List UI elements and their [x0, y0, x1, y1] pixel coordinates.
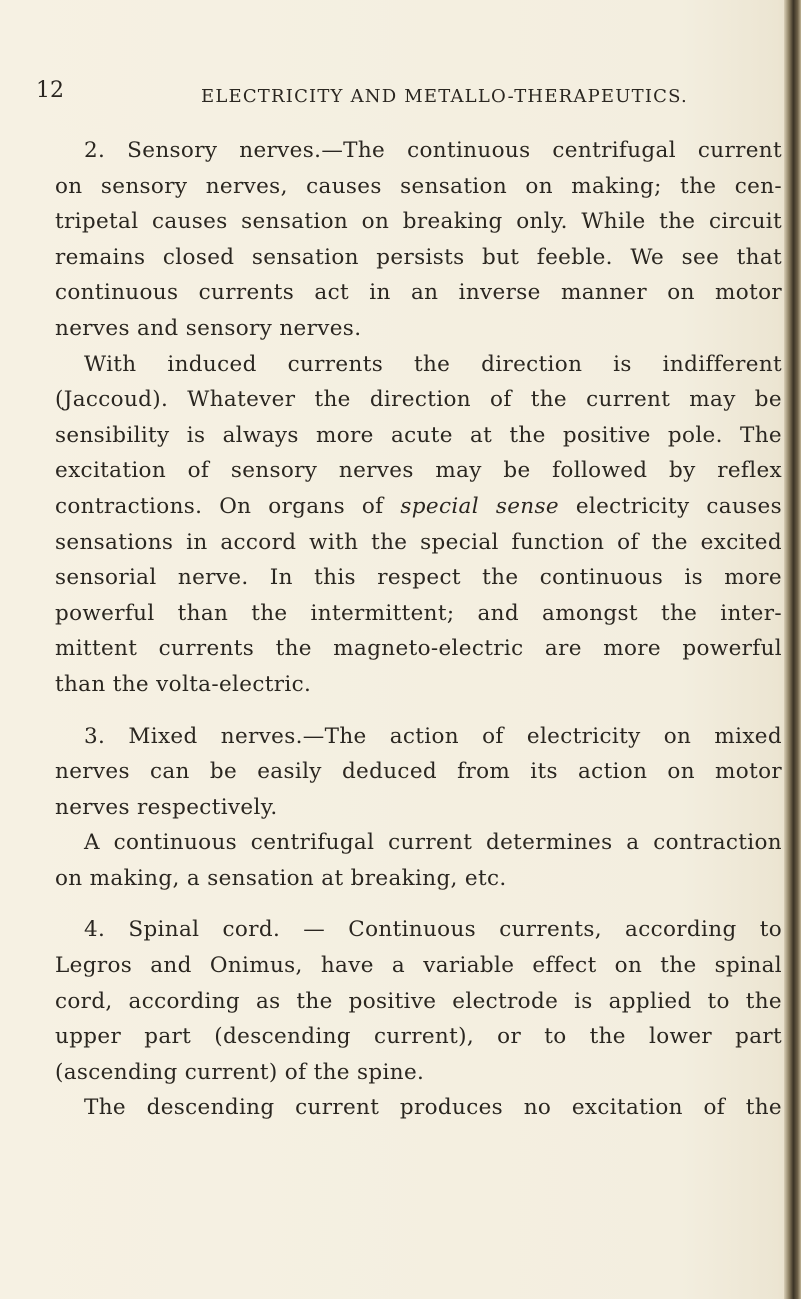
- text-line: Legros and Onimus, have a variable effect on the spinal: [55, 953, 782, 979]
- page-header: [36, 78, 756, 114]
- text-line: nerves can be easily deduced from its action on motor: [55, 759, 782, 785]
- text-line: sensations in accord with the special function of the excited: [55, 529, 782, 555]
- paragraph-gap: [55, 896, 782, 912]
- text-line: 3. Mixed nerves.—The action of electricity on mixed: [84, 723, 782, 749]
- text-run: contractions. On organs of: [55, 493, 384, 519]
- text-line: tripetal causes sensation on breaking only. While the circuit: [55, 209, 782, 235]
- text-line: The descending current produces no excitation of the: [84, 1095, 782, 1121]
- text-line: sensibility is always more acute at the positive pole. The: [55, 422, 782, 448]
- running-head: ELECTRICITY AND METALLO-THERAPEUTICS.: [201, 86, 688, 107]
- page-number: 12: [36, 78, 64, 103]
- text-line: 2. Sensory nerves.—The continuous centrifugal current: [84, 138, 782, 163]
- text-line: upper part (descending current), or to the lower part: [55, 1024, 782, 1050]
- text-line: excitation of sensory nerves may be followed by reflex: [55, 458, 782, 484]
- text-line: (Jaccoud). Whatever the direction of the current may be: [55, 387, 782, 413]
- text-line-mixed: [55, 489, 782, 525]
- text-line: With induced currents the direction is indifferent: [84, 351, 782, 377]
- text-line: than the volta-electric.: [55, 671, 312, 697]
- text-line: 4. Spinal cord. — Continuous currents, according to: [84, 917, 782, 943]
- text-line: nerves respectively.: [55, 794, 278, 820]
- text-line: mittent currents the magneto-electric are more powerful: [55, 636, 782, 662]
- body-text: [55, 133, 782, 1126]
- text-line: remains closed sensation persists but feeble. We see that: [55, 244, 782, 270]
- text-run: electricity causes: [575, 493, 782, 519]
- text-line: cord, according as the positive electrode is applied to the: [55, 988, 782, 1014]
- text-line: A continuous centrifugal current determines a contraction: [84, 830, 782, 856]
- page-binding-edge: [784, 0, 801, 1299]
- text-line: on sensory nerves, causes sensation on making; the cen-: [55, 173, 782, 199]
- text-line: (ascending current) of the spine.: [55, 1059, 425, 1085]
- italic-text-run: special sense: [400, 493, 559, 519]
- text-line: sensorial nerve. In this respect the continuous is more: [55, 565, 782, 591]
- text-line: nerves and sensory nerves.: [55, 315, 362, 341]
- text-line: powerful than the intermittent; and amongst the inter-: [55, 600, 782, 626]
- text-line: on making, a sensation at breaking, etc.: [55, 865, 507, 891]
- text-line: continuous currents act in an inverse manner on motor: [55, 280, 782, 306]
- paragraph-gap: [55, 703, 782, 719]
